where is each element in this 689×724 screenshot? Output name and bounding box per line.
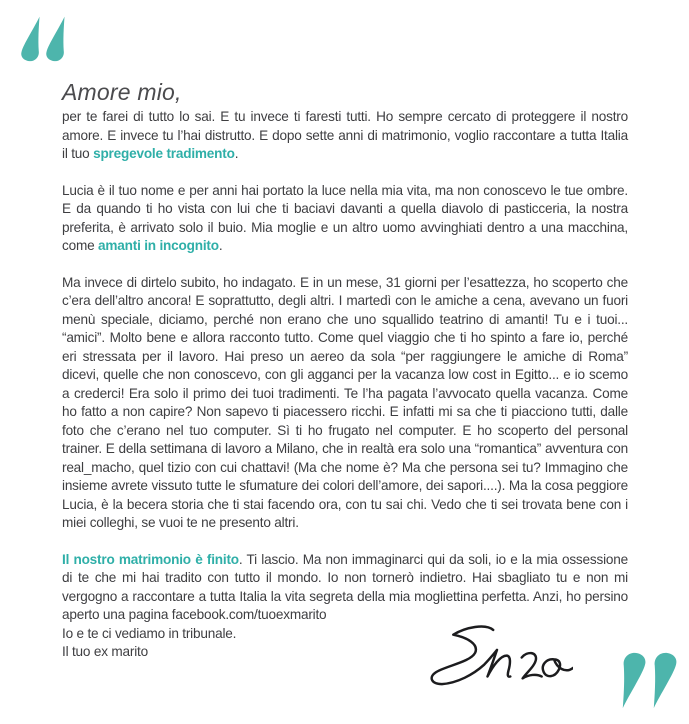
paragraph-text: Io e te ci vediamo in tribunale. (62, 625, 237, 641)
highlighted-phrase: spregevole tradimento (93, 146, 235, 161)
salutation: Amore mio, (62, 79, 182, 105)
paragraph-text: per te farei di tutto lo sai. E tu invece ti faresti tutti. Ho sempre cercato di proteggere il nostro amore. E invece tu l’hai distrutto. E dopo sette anni di matrimonio, voglio raccontare a tutta Italia il tuo (62, 109, 628, 161)
letter-body (62, 108, 628, 662)
paragraph-text: Il tuo ex marito (62, 644, 148, 659)
close-quote-icon (616, 651, 678, 711)
paragraph-text: . (218, 238, 223, 253)
letter-paragraph (62, 108, 628, 164)
paragraph-text: Lucia è il tuo nome e per anni hai portato la luce nella mia vita, ma non conoscevo le tue ombre. E da quando ti ho vista con lui che ti baciavi davanti a quella diavolo di pasticceria, la nostra preferita, è arrivato solo il buio. Mia moglie e un altro uomo avvinghiati dentro a una macchina, come (62, 182, 628, 253)
paragraph-text: . (234, 146, 239, 161)
signature-enzo (421, 610, 573, 686)
open-quote-icon (20, 14, 70, 63)
paragraph-text: Ma invece di dirtelo subito, ho indagato. E in un mese, 31 giorni per l’esattezza, ho scoperto che c’era dell’altro ancora! E soprattutto, degli altri. I martedì con le amiche a cena, avevano un fuori menù speciale, diciamo, perché non erano che uno squallido teatrino di amanti! Tu e i tuoi... “amici”. Molto bene e allora racconto tutto. Come quel viaggio che ti ho spinto a fare io, perché eri stressata per il lavoro. Hai preso un aereo da sola “per raggiungere le amiche di Roma” dicevi, quelle che non conoscevo, con gli agganci per la vacanza low cost in Egitto... e io scemo a crederci! Era solo il primo dei tuoi tradimenti. Te l’ha pagata l’avvocato quella vacanza. Come ho fatto a non capire? Non sapevo ti piacessero ricchi. E infatti mi sa che ti piacciono tutti, dalle foto che c’erano nel tuo computer. Sì ti ho frugato nel computer. E ho scoperto del personal trainer. E della settimana di lavoro a Milano, che in realtà era solo una “romantica” avventura con real_macho, quel tizio con cui chattavi! (Ma che nome è? Ma che persona sei tu? Immagino che insieme avrete vissuto tutte le sfumature dei colori dell’amore, dei sapori....). Ma la cosa peggiore Lucia, è la becera storia che ti stai facendo ora, con tu sai chi. Vedo che ti sei trovata bene con i miei colleghi, se vuoi te ne presento altri. (62, 274, 628, 530)
letter-paragraph (62, 274, 628, 533)
letter-content (62, 79, 628, 662)
highlighted-phrase: Il nostro matrimonio è finito (62, 551, 239, 567)
highlighted-phrase: amanti in incognito (98, 238, 219, 253)
letter-paragraph (62, 182, 628, 256)
paragraph-text: . Ti lascio. Ma non immaginarci qui da soli, io e la mia ossessione di te che mi hai tradito con tutto il mondo. Io non tornerò indietro. Hai sbagliato tu e non mi vergogno a raccontare a tutta Italia la vita segreta della mia mogliettina perfetta. Anzi, ho persino aperto una pagina facebook.com/tuoexmarito (62, 551, 628, 622)
